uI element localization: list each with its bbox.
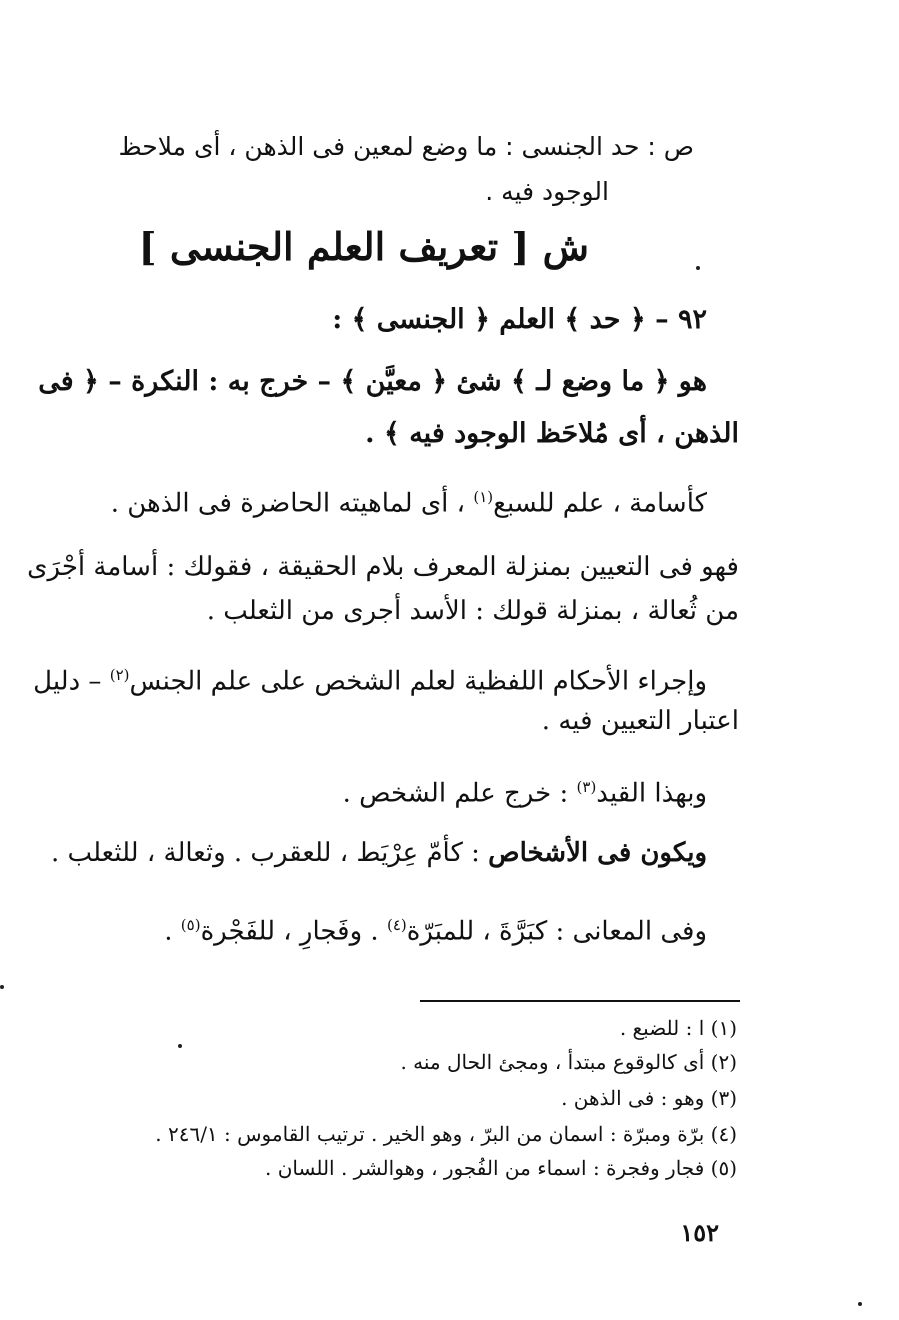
para4-text-after: : خرج علم الشخص .: [342, 778, 577, 809]
para6-text: وفى المعانى : كبَرَّةَ ، للمبَرّة: [406, 916, 707, 947]
para5-rest: : كأمّ عِرْيَط ، للعقرب . وثعالة ، للثعلب .: [51, 838, 489, 868]
footnote-4: (٤) برّة ومبرّة : اسمان من البرّ ، وهو الخير . ترتيب القاموس : ٢٤٦/١ .: [155, 1122, 737, 1146]
scan-speck: [178, 1044, 182, 1048]
footnote-2: (٢) أى كالوقوع مبتدأ ، ومجئ الحال منه .: [400, 1050, 737, 1074]
matn-line-1: ص : حد الجنسى : ما وضع لمعين فى الذهن ، أى ملاحظ: [118, 132, 694, 161]
definition-heading: ٩٢ – ﴿ حد ﴾ العلم ﴿ الجنسى ﴾ :: [332, 304, 707, 335]
para6-text-mid: . وفَجارِ ، للفَجْرة: [200, 916, 387, 947]
matn-line-2: الوجود فيه .: [485, 177, 609, 206]
footnote-ref-5: (٥): [180, 916, 201, 934]
scan-speck: [0, 985, 4, 989]
footnote-ref-3: (٣): [576, 778, 597, 796]
para5-bold-lead: ويكون فى الأشخاص: [488, 838, 707, 868]
para6: [164, 902, 707, 955]
section-title: ش [ تعريف العلم الجنسى ]: [138, 224, 589, 269]
example-paragraph: [111, 474, 707, 527]
para4: [343, 764, 707, 817]
page-number: ١٥٢: [680, 1218, 719, 1247]
scan-speck: [696, 266, 700, 270]
footnote-ref-2: (٢): [109, 666, 130, 684]
example-text-after: ، أى لماهيته الحاضرة فى الذهن .: [110, 488, 474, 519]
para2-line-1: فهو فى التعيين بمنزلة المعرف بلام الحقيقة ، فقولك : أسامة أجْرَى: [27, 552, 739, 582]
scan-speck: [858, 1302, 862, 1306]
para4-text: وبهذا القيد: [596, 778, 707, 809]
footnote-ref-1: (١): [473, 488, 494, 506]
para6-text-after: .: [164, 916, 181, 947]
para3-line-2: اعتبار التعيين فيه .: [541, 706, 739, 736]
example-text: كأسامة ، علم للسبع: [493, 488, 707, 519]
definition-line-2: الذهن ، أى مُلاحَظ الوجود فيه ﴾ .: [365, 418, 739, 449]
para3-text: وإجراء الأحكام اللفظية لعلم الشخص على علم الجنس: [129, 666, 707, 697]
footnote-separator: [420, 1000, 740, 1002]
footnote-ref-4: (٤): [386, 916, 407, 934]
para5: [51, 830, 707, 876]
para2-line-2: من ثُعالة ، بمنزلة قولك : الأسد أجرى من الثعلب .: [206, 596, 739, 626]
para3-text-after: – دليل: [33, 666, 110, 697]
footnote-1: (١) ا : للضبع .: [619, 1016, 737, 1040]
para3-line-1: [33, 652, 707, 705]
definition-line-1: هو ﴿ ما وضع لـ ﴾ شئ ﴿ معيَّن ﴾ – خرج به : النكرة – ﴿ فى: [38, 366, 707, 397]
footnote-3: (٣) وهو : فى الذهن .: [561, 1086, 737, 1110]
footnote-5: (٥) فجار وفجرة : اسماء من الفُجور ، وهوالشر . اللسان .: [264, 1156, 737, 1180]
